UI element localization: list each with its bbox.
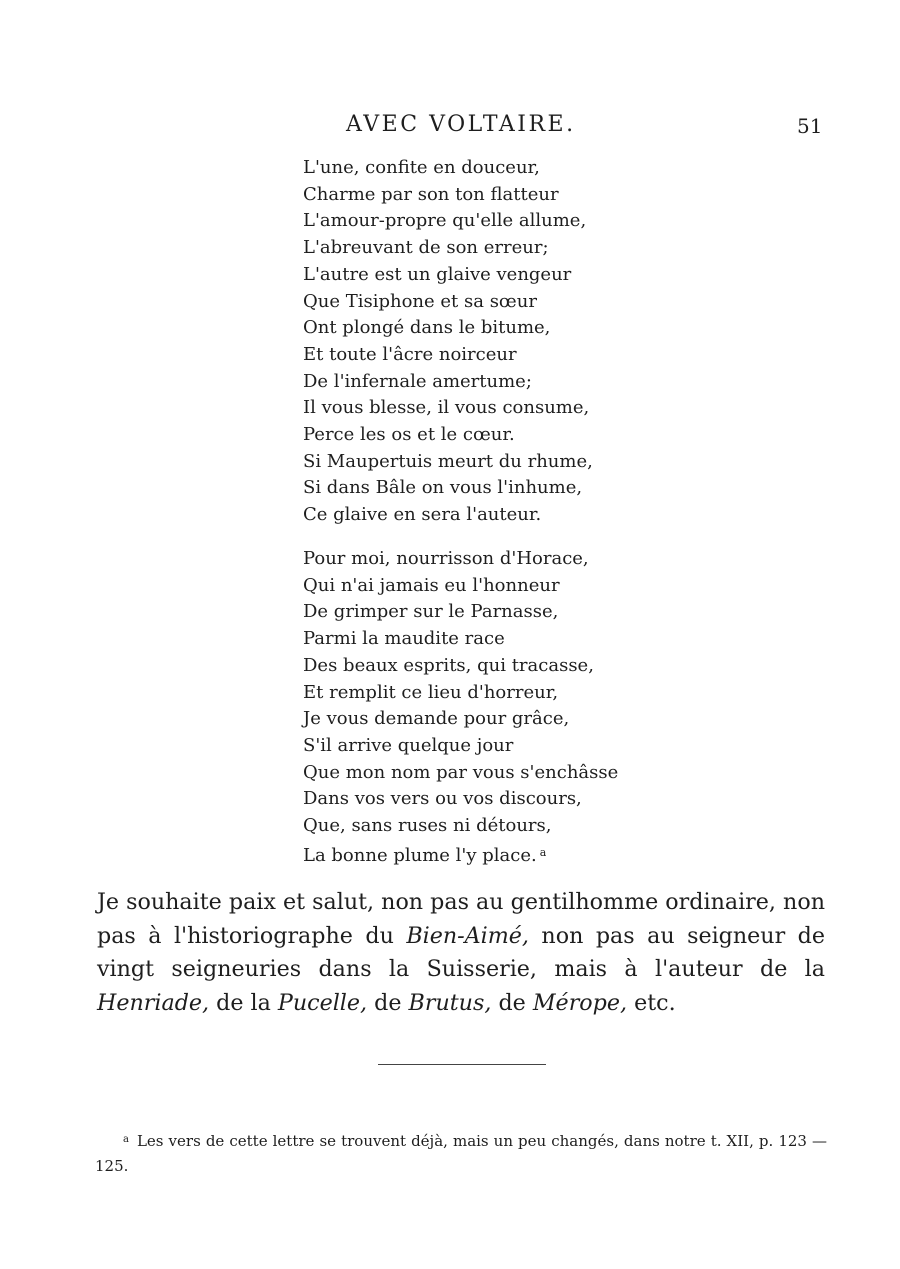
verse-line: L'amour-propre qu'elle allume, <box>303 210 587 232</box>
verse-line: Je vous demande pour grâce, <box>303 708 570 730</box>
title-pucelle: Pucelle, <box>277 989 368 1016</box>
footnote-marker: a <box>123 1134 129 1145</box>
section-divider <box>378 1064 546 1065</box>
poem-stanza-2 <box>303 546 618 869</box>
poem-stanza-1 <box>303 155 593 529</box>
verse-line: Que mon nom par vous s'enchâsse <box>303 761 619 783</box>
running-title: AVEC VOLTAIRE. <box>346 112 576 137</box>
prose-text: Je souhaite paix et salut, non pas au gentilhomme ordinaire, non pas à l'historiographe du <box>97 889 825 949</box>
verse-line: Et toute l'âcre noirceur <box>303 343 517 365</box>
verse-line: Il vous blesse, il vous consume, <box>303 397 590 419</box>
footnote-text: Les vers de cette lettre se trouvent déjà, mais un peu changés, dans notre t. XII, p. 123 — 125. <box>95 1132 827 1175</box>
verse-line: Des beaux esprits, qui tracasse, <box>303 654 594 676</box>
verse-line: S'il arrive quelque jour <box>303 734 514 756</box>
title-bien-aime: Bien-Aimé, <box>406 922 529 949</box>
verse-line: L'abreuvant de son erreur; <box>303 237 549 259</box>
verse-line: Que, sans ruses ni détours, <box>303 815 552 837</box>
title-merope: Mérope, <box>532 989 628 1016</box>
title-henriade: Henriade, <box>97 989 210 1016</box>
verse-line: Si dans Bâle on vous l'inhume, <box>303 477 583 499</box>
prose-paragraph <box>97 886 825 1020</box>
verse-line: Que Tisiphone et sa sœur <box>303 290 537 312</box>
verse-line: Dans vos vers ou vos discours, <box>303 788 582 810</box>
prose-text: de <box>367 989 409 1016</box>
verse-line: Perce les os et le cœur. <box>303 424 515 446</box>
verse-line: Qui n'ai jamais eu l'honneur <box>303 574 560 596</box>
final-line-text: La bonne plume l'y place. <box>303 844 537 866</box>
verse-line: Si Maupertuis meurt du rhume, <box>303 450 593 472</box>
verse-line: Pour moi, nourrisson d'Horace, <box>303 548 589 569</box>
verse-line: Parmi la maudite race <box>303 628 505 650</box>
prose-text: etc. <box>627 989 676 1016</box>
footnote-reference[interactable]: a <box>539 845 547 859</box>
verse-line: De l'infernale amertume; <box>303 370 532 392</box>
verse-line: Charme par son ton flatteur <box>303 183 559 205</box>
prose-text: de la <box>209 989 278 1016</box>
verse-line: Et remplit ce lieu d'horreur, <box>303 681 559 703</box>
page-number: 51 <box>797 114 823 138</box>
verse-line: Ce glaive en sera l'auteur. <box>303 504 542 526</box>
title-brutus: Brutus, <box>408 989 492 1016</box>
verse-line: L'une, confite en douceur, <box>303 157 540 178</box>
prose-text: de <box>491 989 533 1016</box>
footnote <box>95 1127 827 1179</box>
verse-line: Ont plongé dans le bitume, <box>303 317 551 339</box>
verse-line: L'autre est un glaive vengeur <box>303 263 572 285</box>
prose-text: non pas au seigneur de vingt seigneuries dans la Suisserie, mais à l'auteur de la <box>97 922 825 982</box>
verse-line: De grimper sur le Parnasse, <box>303 601 559 623</box>
verse-line-final <box>303 840 618 870</box>
